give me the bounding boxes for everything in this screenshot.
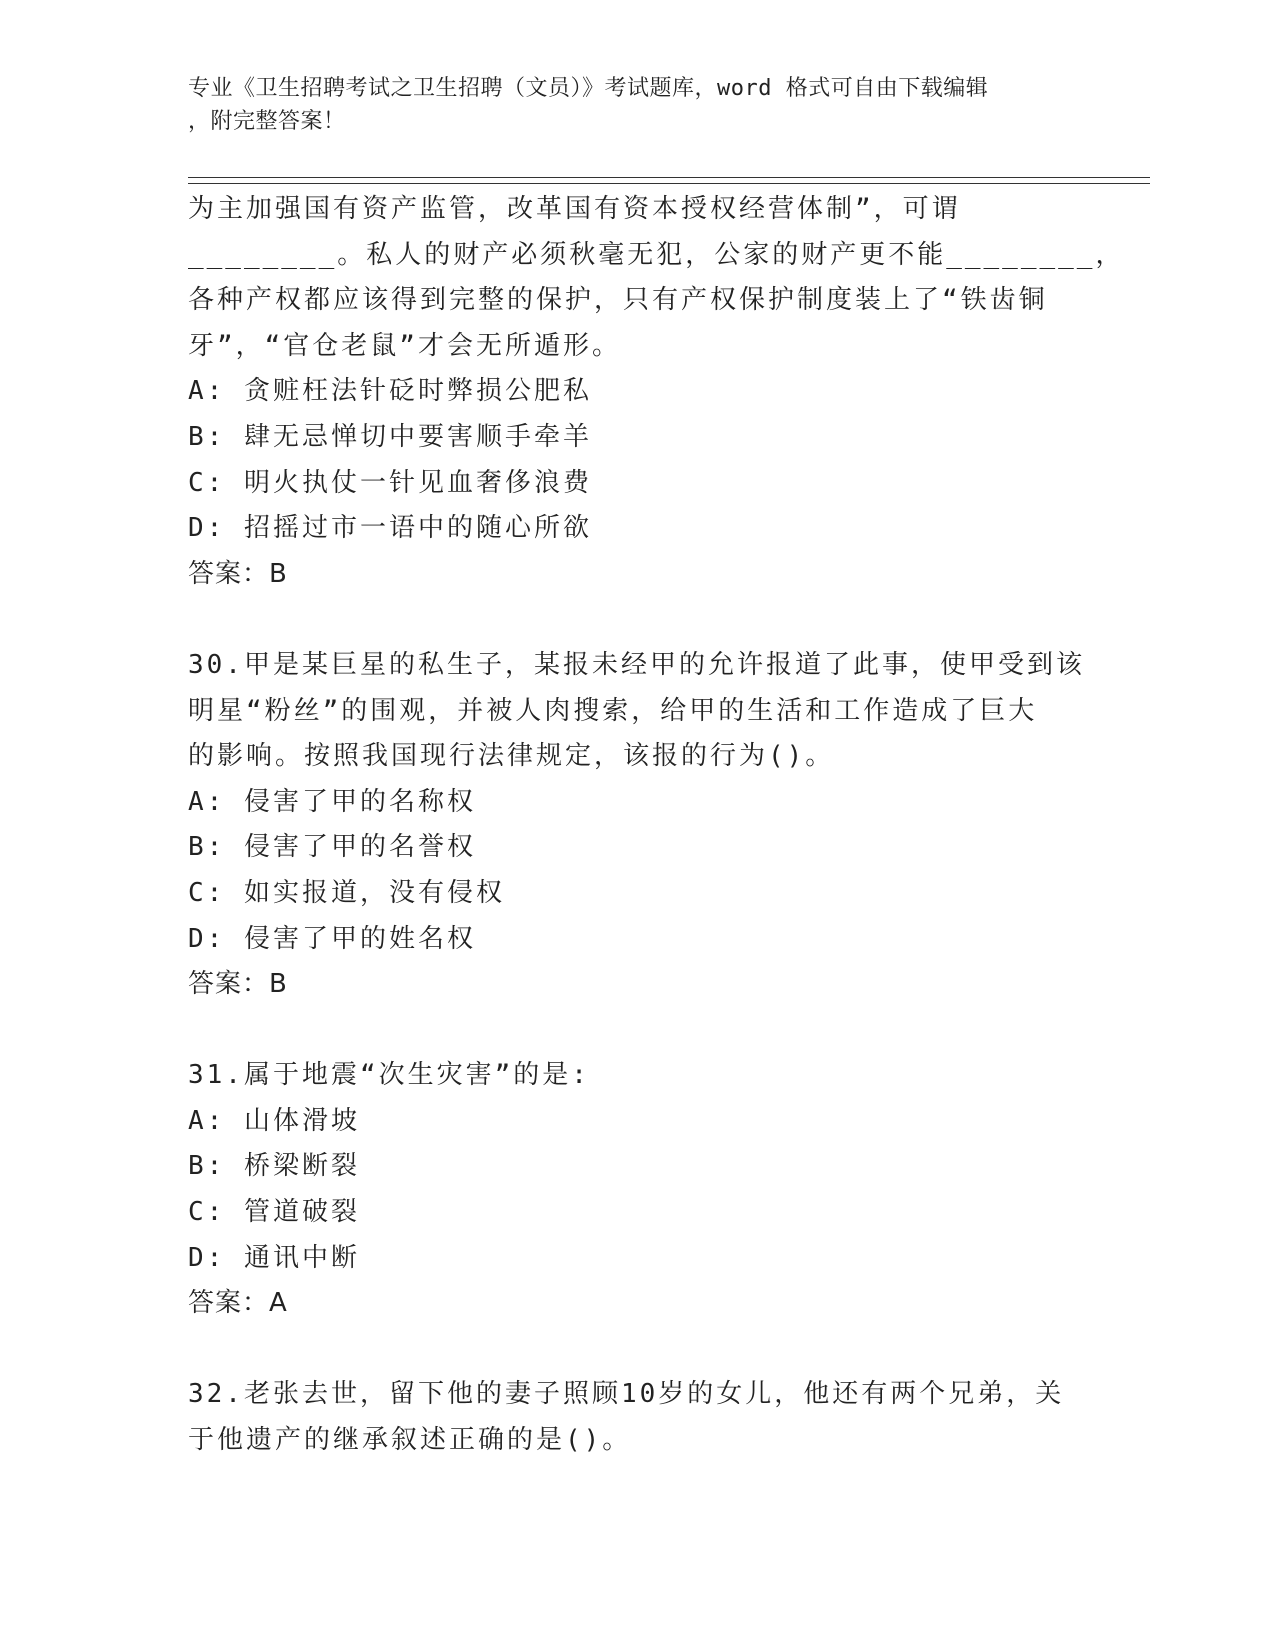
answer-line: 答案：A (188, 1288, 288, 1319)
option-a: A: 侵害了甲的名称权 (188, 786, 476, 817)
answer-line: 答案：B (188, 969, 288, 1000)
option-d: D: 招摇过市一语中的随心所欲 (188, 513, 592, 544)
header-line: ，附完整答案！ (188, 109, 346, 134)
question-text-line: 为主加强国有资产监管，改革国有资本授权经营体制”，可谓 (188, 194, 961, 224)
option-c: C: 如实报道，没有侵权 (188, 877, 505, 908)
question-list (188, 187, 1125, 1509)
header-rule-top (188, 177, 1150, 178)
header-rule-bottom (188, 183, 1150, 184)
header-line: 专业《卫生招聘考试之卫生招聘（文员）》考试题库，word 格式可自由下载编辑 (188, 76, 989, 101)
question-text-line: 的影响。按照我国现行法律规定，该报的行为()。 (188, 741, 835, 772)
question-text-line: ________。私人的财产必须秋毫无犯，公家的财产更不能________， (188, 239, 1125, 270)
document-header (188, 72, 1068, 138)
answer-line: 答案：B (188, 558, 288, 589)
question-text-line: 牙”，“官仓老鼠”才会无所遁形。 (188, 330, 621, 361)
question-text-line: 于他遗产的继承叙述正确的是()。 (188, 1425, 632, 1456)
question-text-line: 32.老张去世，留下他的妻子照顾10岁的女儿，他还有两个兄弟，关 (188, 1379, 1065, 1410)
option-d: D: 侵害了甲的姓名权 (188, 923, 476, 954)
question-text-line: 各种产权都应该得到完整的保护，只有产权保护制度装上了“铁齿铜 (188, 285, 1048, 316)
option-a: A: 贪赃枉法针砭时弊损公肥私 (188, 376, 592, 407)
option-c: C: 管道破裂 (188, 1197, 360, 1228)
option-b: B: 侵害了甲的名誉权 (188, 832, 476, 863)
option-d: D: 通讯中断 (188, 1242, 360, 1273)
question-block (188, 1372, 1088, 1463)
option-b: B: 肆无忌惮切中要害顺手牵羊 (188, 421, 592, 452)
option-c: C: 明火执仗一针见血奢侈浪费 (188, 467, 592, 498)
option-a: A: 山体滑坡 (188, 1105, 360, 1136)
question-text-line: 明星“粉丝”的围观，并被人肉搜索，给甲的生活和工作造成了巨大 (188, 695, 1038, 726)
option-b: B: 桥梁断裂 (188, 1151, 360, 1182)
question-text-line: 30.甲是某巨星的私生子，某报未经甲的允许报道了此事，使甲受到该 (188, 649, 1085, 680)
question-block (188, 187, 1125, 597)
question-block (188, 643, 1088, 1008)
question-text-line: 31.属于地震“次生灾害”的是: (188, 1060, 590, 1091)
question-block (188, 1053, 1088, 1327)
